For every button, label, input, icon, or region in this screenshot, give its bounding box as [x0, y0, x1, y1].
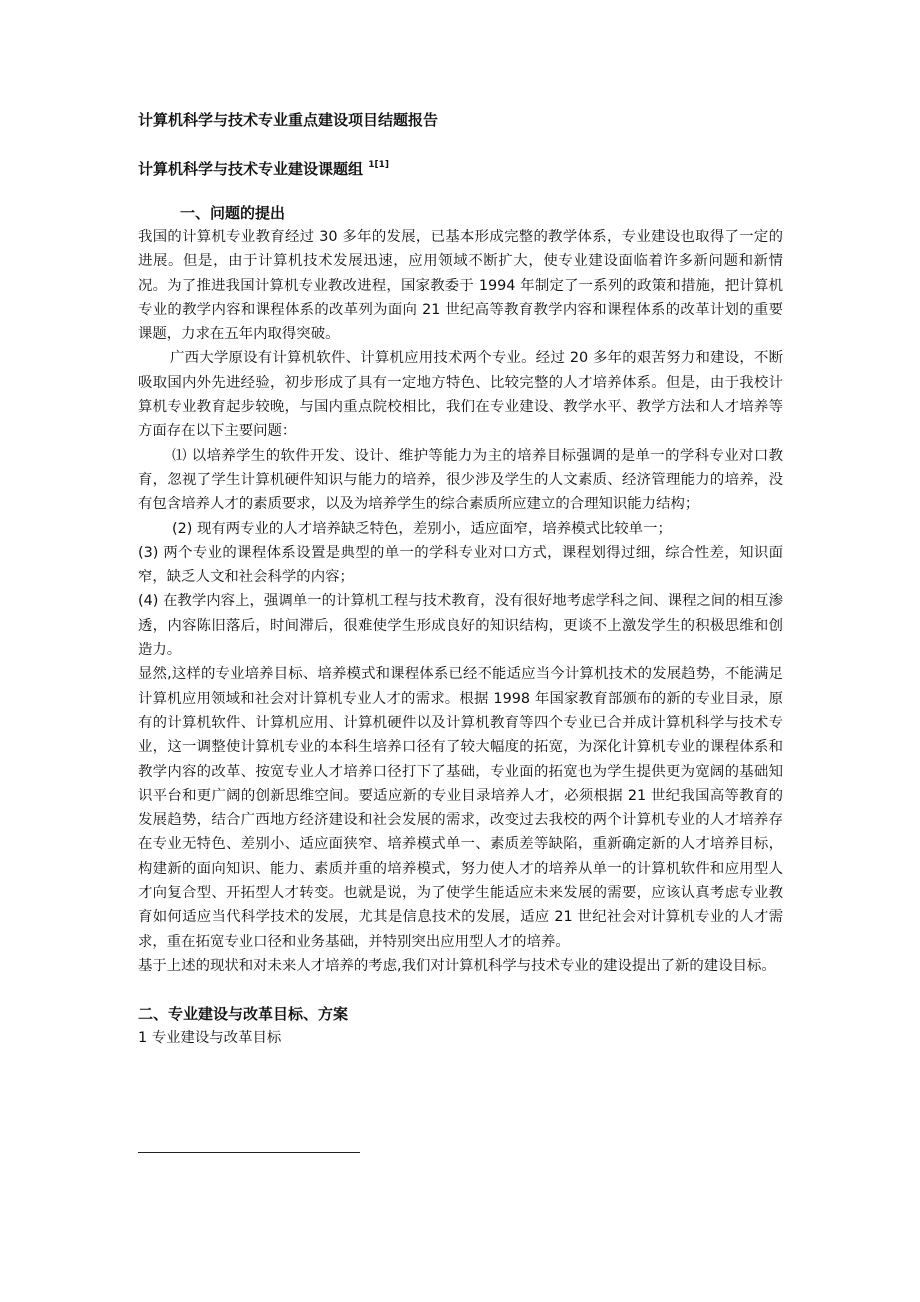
footnote-reference[interactable]: 1[1] [368, 160, 390, 170]
problem-item-3: (3) 两个专业的课程体系设置是典型的单一的学科专业对口方式，课程划得过细，综合性差，知识面窄，缺乏人文和社会科学的内容； [138, 544, 783, 586]
document-page [138, 108, 783, 1050]
footnote-separator [138, 1152, 360, 1153]
problem-item-1: ⑴ 以培养学生的软件开发、设计、维护等能力为主的培养目标强调的是单一的学科专业对口教育，忽视了学生计算机硬件知识与能力的培养，很少涉及学生的人文素质、经济管理能力的培养，没有包含培养人才的素质要求，以及为培养学生的综合素质所应建立的合理知识能力结构； [138, 447, 783, 513]
document-author [138, 157, 783, 181]
author-name: 计算机科学与技术专业建设课题组 [138, 160, 364, 178]
problem-item-4: (4) 在教学内容上，强调单一的计算机工程与技术教育，没有很好地考虑学科之间、课程之间的相互渗透，内容陈旧落后，时间滞后，很难使学生形成良好的知识结构，更谈不上激发学生的积极思维和创造力。 [138, 593, 783, 659]
paragraph-4: 基于上述的现状和对未来人才培养的考虑,我们对计算机科学与技术专业的建设提出了新的建设目标。 [138, 957, 776, 974]
section-1-heading: 一、问题的提出 [180, 204, 286, 222]
subsection-1-heading: 1 专业建设与改革目标 [138, 1030, 282, 1047]
document-title: 计算机科学与技术专业重点建设项目结题报告 [138, 111, 439, 129]
paragraph-2: 广西大学原设有计算机软件、计算机应用技术两个专业。经过 20 多年的艰苦努力和建设，不断吸取国内外先进经验，初步形成了具有一定地方特色、比较完整的人才培养体系。但是，由于我校计算机专业教育起步较晚，与国内重点院校相比，我们在专业建设、教学水平、教学方法和人才培养等方面存在以下主要问题： [138, 350, 783, 440]
paragraph-3: 显然,这样的专业培养目标、培养模式和课程体系已经不能适应当今计算机技术的发展趋势，不能满足计算机应用领域和社会对计算机专业人才的需求。根据 1998 年国家教育部颁布的新的专业目录，原有的计算机软件、计算机应用、计算机硬件以及计算机教育等四个专业已合并成计算机科学与技术专业，这一调整使计算机专业的本科生培养口径有了较大幅度的拓宽，为深化计算机专业的课程体系和教学内容的改革、按宽专业人才培养口径打下了基础，专业面的拓宽也为学生提供更为宽阔的基础知识平台和更广阔的创新思维空间。要适应新的专业目录培养人才，必须根据 21 世纪我国高等教育的发展趋势，结合广西地方经济建设和社会发展的需求，改变过去我校的两个计算机专业的人才培养存在专业无特色、差别小、适应面狭窄、培养模式单一、素质差等缺陷，重新确定新的人才培养目标，构建新的面向知识、能力、素质并重的培养模式，努力使人才的培养从单一的计算机软件和应用型人才向复合型、开拓型人才转变。也就是说，为了使学生能适应未来发展的需要，应该认真考虑专业教育如何适应当代科学技术的发展，尤其是信息技术的发展，适应 21 世纪社会对计算机专业的人才需求，重在拓宽专业口径和业务基础，并特别突出应用型人才的培养。 [138, 666, 783, 950]
paragraph-1: 我国的计算机专业教育经过 30 多年的发展，已基本形成完整的教学体系，专业建设也取得了一定的进展。但是，由于计算机技术发展迅速，应用领域不断扩大，使专业建设面临着许多新问题和新情况。为了推进我国计算机专业教改进程，国家教委于 1994 年制定了一系列的政策和措施，把计算机专业的教学内容和课程体系的改革列为面向 21 世纪高等教育教学内容和课程体系的改革计划的重要课题，力求在五年内取得突破。 [138, 229, 783, 343]
section-2-heading: 二、专业建设与改革目标、方案 [138, 1005, 349, 1024]
section-spacer [138, 978, 783, 1002]
problem-item-2: (2) 现有两专业的人才培养缺乏特色，差别小，适应面窄，培养模式比较单一； [172, 520, 672, 537]
